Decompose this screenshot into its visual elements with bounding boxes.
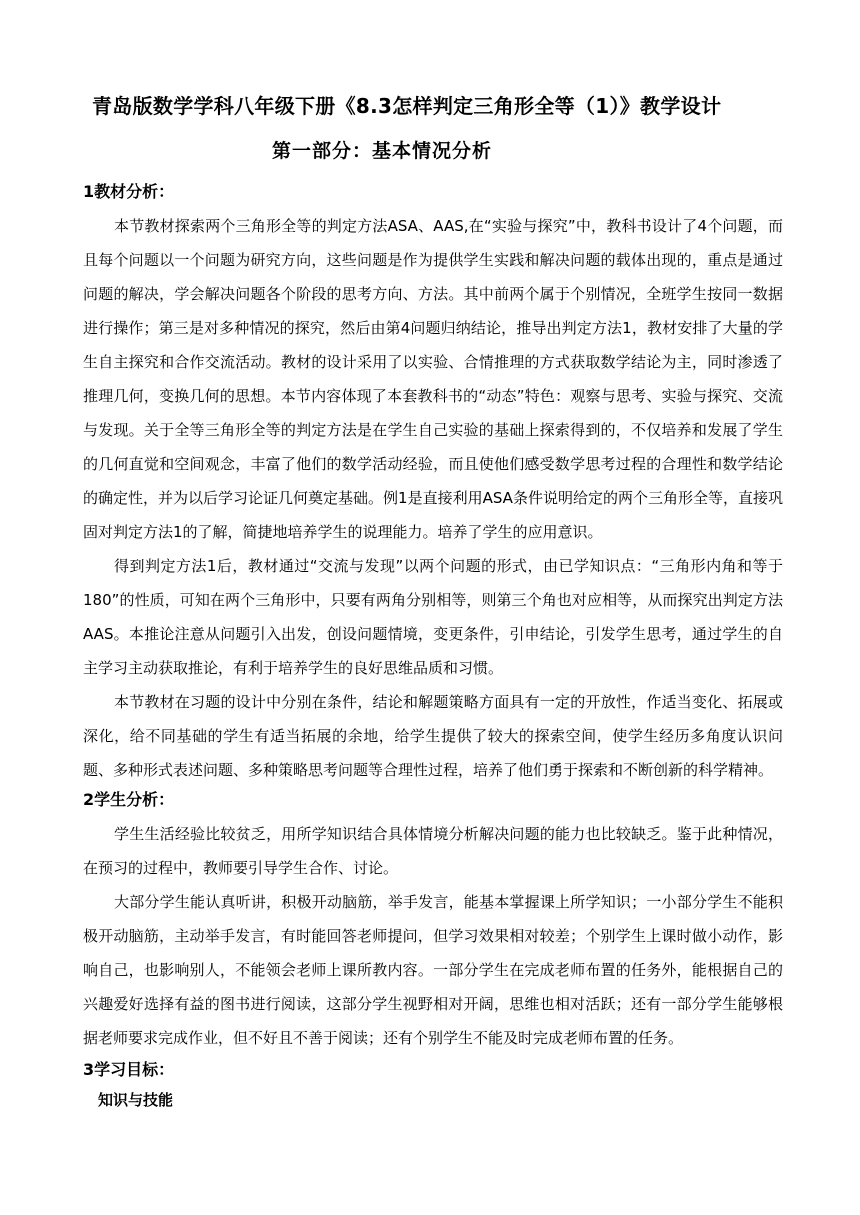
subheading-knowledge-skills: 知识与技能 <box>98 1091 174 1109</box>
section-heading-learning-goals: 3学习目标： <box>83 1060 175 1079</box>
document-title: 青岛版数学学科八年级下册《8.3怎样判定三角形全等（1）》教学设计 <box>92 94 722 118</box>
section-heading-textbook-analysis: 1教材分析： <box>83 182 175 201</box>
paragraph-student-analysis-2: 大部分学生能认真听讲，积极开动脑筋，举手发言，能基本掌握课上所学知识；一小部分学生不能积极开动脑筋，主动举手发言，有时能回答老师提问，但学习效果相对较差；个别学生上课时做小动作，影响自己，也影响别人，不能领会老师上课所教内容。一部分学生在完成老师布置的任务外，能根据自己的兴趣爱好选择有益的图书进行阅读，这部分学生视野相对开阔，思维也相对活跃；还有一部分学生能够根据老师要求完成作业，但不好且不善于阅读；还有个别学生不能及时完成老师布置的任务。 <box>83 893 783 1047</box>
paragraph-student-analysis-1: 学生生活经验比较贫乏，用所学知识结合具体情境分析解决问题的能力也比较缺乏。鉴于此种情况，在预习的过程中，教师要引导学生合作、讨论。 <box>83 825 783 877</box>
paragraph-textbook-analysis-1: 本节教材探索两个三角形全等的判定方法ASA、AAS,在“实验与探究”中，教科书设计了4个问题，而且每个问题以一个问题为研究方向，这些问题是作为提供学生实践和解决问题的载体出现的，重点是通过问题的解决，学会解决问题各个阶段的思考方向、方法。其中前两个属于个别情况，全班学生按同一数据进行操作；第三是对多种情况的探究，然后由第4问题归纳结论，推导出判定方法1，教材安排了大量的学生自主探究和合作交流活动。教材的设计采用了以实验、合情推理的方式获取数学结论为主，同时渗透了推理几何，变换几何的思想。本节内容体现了本套教科书的“动态”特色：观察与思考、实验与探究、交流与发现。关于全等三角形全等的判定方法是在学生自己实验的基础上探索得到的，不仅培养和发展了学生的几何直觉和空间观念，丰富了他们的数学活动经验，而且使他们感受数学思考过程的合理性和数学结论的确定性，并为以后学习论证几何奠定基础。例1是直接利用ASA条件说明给定的两个三角形全等，直接巩固对判定方法1的了解，简捷地培养学生的说理能力。培养了学生的应用意识。 <box>83 217 783 541</box>
paragraph-textbook-analysis-2: 得到判定方法1后，教材通过“交流与发现”以两个问题的形式，由已学知识点：“三角形内角和等于180”的性质，可知在两个三角形中，只要有两角分别相等，则第三个角也对应相等，从而探究出判定方法AAS。本推论注意从问题引入出发，创设问题情境，变更条件，引申结论，引发学生思考，通过学生的自主学习主动获取推论，有利于培养学生的良好思维品质和习惯。 <box>83 557 783 677</box>
paragraph-textbook-analysis-3: 本节教材在习题的设计中分别在条件，结论和解题策略方面具有一定的开放性，作适当变化、拓展或深化，给不同基础的学生有适当拓展的余地，给学生提供了较大的探索空间，使学生经历多角度认识问题、多种形式表述问题、多种策略思考问题等合理性过程，培养了他们勇于探索和不断创新的科学精神。 <box>83 693 783 779</box>
section-heading-student-analysis: 2学生分析： <box>83 790 175 809</box>
part-title: 第一部分：基本情况分析 <box>272 140 493 162</box>
